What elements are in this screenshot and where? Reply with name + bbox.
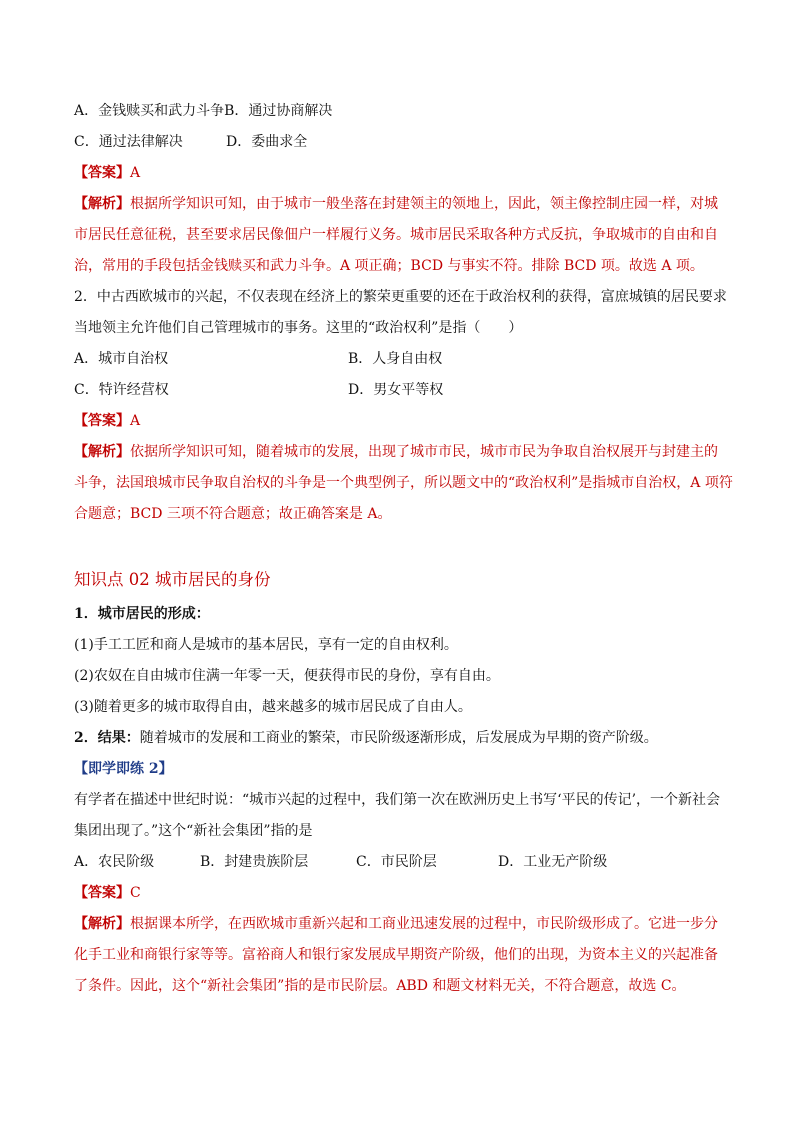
section-point-1-2: (2)农奴在自由城市住满一年零一天，便获得市民的身份，享有自由。: [74, 668, 500, 684]
q1-answer-tag: 【答案】: [74, 165, 130, 181]
q1-options-row-1: [74, 96, 724, 127]
q1-option-a[interactable]: A．金钱赎买和武力斗争: [74, 103, 225, 119]
q2-analysis-line-2: 斗争，法国琅城市民争取自治权的斗争是一个典型例子，所以题文中的“政治权利”是指城市自治权，A 项符: [74, 475, 733, 491]
q2-answer-value: A: [130, 413, 141, 429]
q3-options-row: [74, 847, 724, 878]
q3-answer: [74, 878, 724, 909]
q2-option-d[interactable]: D．男女平等权: [348, 382, 444, 398]
section-point-1-1: (1)手工工匠和商人是城市的基本居民，享有一定的自由权利。: [74, 637, 458, 653]
q2-option-a[interactable]: A．城市自治权: [74, 351, 169, 367]
q1-option-c[interactable]: C．通过法律解决: [74, 134, 183, 150]
q3-option-a[interactable]: A．农民阶级: [74, 854, 155, 870]
q1-analysis-line-1: [74, 189, 724, 220]
section-point-2-label: 2．结果：: [74, 730, 140, 746]
q2-answer-tag: 【答案】: [74, 413, 130, 429]
q1-analysis-line-3: 治，常用的手段包括金钱赎买和武力斗争。A 项正确；BCD 与事实不符。排除 BCD 项。故选 A 项。: [74, 258, 704, 274]
q1-answer-value: A: [130, 165, 141, 181]
q3-analysis-tag: 【解析】: [74, 916, 130, 932]
q2-analysis-line-1: [74, 437, 724, 468]
q3-analysis-line-2: 化手工业和商银行家等等。富裕商人和银行家发展成早期资产阶级，他们的出现，为资本主义的兴起准备: [74, 947, 718, 963]
q3-analysis-line-3: 了条件。因此，这个“新社会集团”指的是市民阶层。ABD 和题文材料无关，不符合题意，故选 C。: [74, 978, 686, 994]
section-point-2-text: 随着城市的发展和工商业的繁荣，市民阶级逐渐形成，后发展成为早期的资产阶级。: [139, 730, 658, 746]
section-point-2: [74, 723, 724, 754]
q2-answer: [74, 406, 724, 437]
q2-stem-line-2: 当地领主允许他们自己管理城市的事务。这里的“政治权利”是指（ ）: [74, 320, 523, 336]
section-point-1-3: (3)随着更多的城市取得自由，越来越多的城市居民成了自由人。: [74, 699, 472, 715]
q3-option-b[interactable]: B．封建贵族阶层: [200, 854, 309, 870]
q3-answer-tag: 【答案】: [74, 885, 130, 901]
q3-option-c[interactable]: C．市民阶层: [356, 854, 437, 870]
q1-analysis-text-1: 根据所学知识可知，由于城市一般坐落在封建领主的领地上，因此，领主像控制庄园一样，对城: [130, 196, 718, 212]
q3-answer-value: C: [130, 885, 141, 901]
q2-stem-line-1: 2．中古西欧城市的兴起，不仅表现在经济上的繁荣更重要的还在于政治权利的获得，富庶城镇的居民要求: [74, 289, 727, 305]
q1-option-b[interactable]: B．通过协商解决: [224, 103, 333, 119]
section-heading: 知识点 02 城市居民的身份: [74, 570, 271, 589]
q2-analysis-line-3: 合题意；BCD 三项不符合题意；故正确答案是 A。: [74, 506, 392, 522]
q2-option-b[interactable]: B．人身自由权: [348, 351, 443, 367]
q1-analysis-line-2: 市居民任意征税，甚至要求居民像佃户一样履行义务。城市居民采取各种方式反抗，争取城市的自由和自: [74, 227, 718, 243]
q3-analysis-line-1: [74, 909, 724, 940]
q2-options-row-1: [74, 344, 724, 375]
q1-option-d[interactable]: D．委曲求全: [226, 134, 308, 150]
practice-label: 【即学即练 2】: [74, 761, 173, 777]
q2-analysis-text-1: 依据所学知识可知，随着城市的发展，出现了城市市民，城市市民为争取自治权展开与封建主的: [130, 444, 718, 460]
document-page: [74, 96, 733, 1002]
q1-answer: [74, 158, 724, 189]
q3-stem-line-1: 有学者在描述中世纪时说：“城市兴起的过程中，我们第一次在欧洲历史上书写‘平民的传记’，一个新社会: [74, 792, 721, 808]
q2-option-c[interactable]: C．特许经营权: [74, 382, 169, 398]
q2-options-row-2: [74, 375, 724, 406]
section-point-1-label: 1．城市居民的形成：: [74, 606, 210, 622]
q1-options-row-2: [74, 127, 724, 158]
q3-stem-line-2: 集团出现了。”这个“新社会集团”指的是: [74, 823, 313, 839]
q3-analysis-text-1: 根据课本所学，在西欧城市重新兴起和工商业迅速发展的过程中，市民阶级形成了。它进一步分: [130, 916, 718, 932]
q3-option-d[interactable]: D．工业无产阶级: [498, 854, 608, 870]
q1-analysis-tag: 【解析】: [74, 196, 130, 212]
q2-analysis-tag: 【解析】: [74, 444, 130, 460]
